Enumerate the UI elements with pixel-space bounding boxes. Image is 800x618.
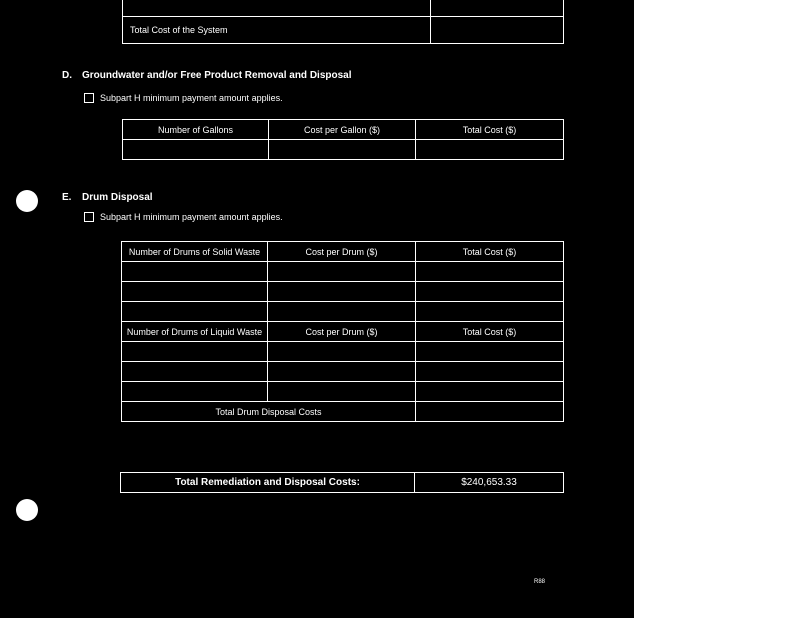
groundwater-table bbox=[122, 119, 564, 160]
grand-total-table bbox=[120, 472, 564, 493]
table-row bbox=[123, 120, 564, 140]
column-header: Cost per Gallon ($) bbox=[269, 120, 416, 140]
section-e-letter: E. bbox=[62, 192, 72, 203]
section-d-heading bbox=[62, 70, 352, 81]
section-e-title: Drum Disposal bbox=[82, 192, 153, 203]
table-row bbox=[122, 302, 564, 322]
table-row bbox=[122, 402, 564, 422]
column-header: Number of Drums of Liquid Waste bbox=[122, 322, 268, 342]
drum-total-label: Total Drum Disposal Costs bbox=[122, 402, 416, 422]
table-row bbox=[121, 473, 564, 493]
table-row bbox=[122, 322, 564, 342]
table-row bbox=[122, 362, 564, 382]
table-row bbox=[123, 0, 564, 17]
section-d-checkbox-row[interactable] bbox=[84, 93, 283, 103]
section-e-checkbox[interactable] bbox=[84, 212, 94, 222]
section-e-checkbox-label: Subpart H minimum payment amount applies. bbox=[100, 212, 283, 222]
table-row bbox=[123, 17, 564, 44]
drum-disposal-table bbox=[121, 241, 564, 422]
section-e-checkbox-row[interactable] bbox=[84, 212, 283, 222]
drum-total-field[interactable] bbox=[416, 402, 564, 422]
column-header: Total Cost ($) bbox=[416, 322, 564, 342]
system-total-label: Total Cost of the System bbox=[123, 17, 431, 44]
section-d-checkbox-label: Subpart H minimum payment amount applies. bbox=[100, 93, 283, 103]
section-d-letter: D. bbox=[62, 70, 72, 81]
page-number: R88 bbox=[534, 579, 546, 585]
table-row bbox=[122, 342, 564, 362]
column-header: Cost per Drum ($) bbox=[268, 242, 416, 262]
grand-total-value[interactable]: $240,653.33 bbox=[415, 473, 564, 493]
column-header: Total Cost ($) bbox=[416, 242, 564, 262]
column-header: Number of Gallons bbox=[123, 120, 269, 140]
gallons-field[interactable] bbox=[123, 140, 269, 160]
section-e-heading bbox=[62, 192, 153, 203]
grand-total-label: Total Remediation and Disposal Costs: bbox=[121, 473, 415, 493]
system-cost-table bbox=[122, 0, 564, 44]
cost-per-gallon-field[interactable] bbox=[269, 140, 416, 160]
binder-hole bbox=[16, 499, 38, 521]
table-row bbox=[122, 282, 564, 302]
column-header: Total Cost ($) bbox=[416, 120, 564, 140]
binder-hole bbox=[16, 190, 38, 212]
table-row bbox=[123, 140, 564, 160]
table-row bbox=[122, 262, 564, 282]
section-d-title: Groundwater and/or Free Product Removal and Disposal bbox=[82, 70, 352, 81]
groundwater-total-field[interactable] bbox=[416, 140, 564, 160]
section-d-checkbox[interactable] bbox=[84, 93, 94, 103]
column-header: Number of Drums of Solid Waste bbox=[122, 242, 268, 262]
table-row bbox=[122, 382, 564, 402]
table-row bbox=[122, 242, 564, 262]
system-total-field[interactable] bbox=[431, 17, 564, 44]
column-header: Cost per Drum ($) bbox=[268, 322, 416, 342]
